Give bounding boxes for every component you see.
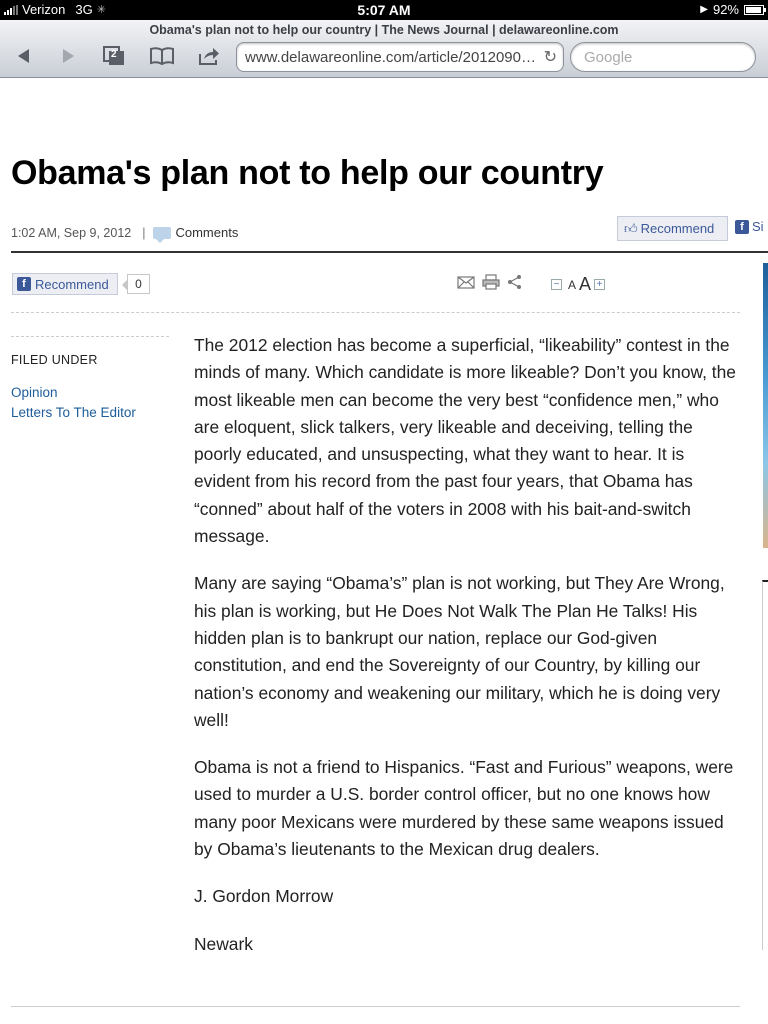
back-arrow-icon xyxy=(15,47,33,65)
decrease-font-icon[interactable]: − xyxy=(551,279,562,290)
author-location: Newark xyxy=(194,933,253,954)
browser-toolbar xyxy=(0,20,768,78)
category-link-letters[interactable]: Letters To The Editor xyxy=(11,405,136,420)
recommend-top-label: Recommend xyxy=(640,221,715,236)
play-icon: ▶ xyxy=(700,4,708,15)
bookmarks-button[interactable] xyxy=(148,44,176,68)
article-tools xyxy=(457,274,523,290)
page-title: Obama's plan not to help our country | The News Journal | delawareonline.com xyxy=(149,23,619,37)
footer-divider xyxy=(11,1006,740,1007)
article-paragraph: The 2012 election has become a superficial, “likeability” contest in the minds of many. Which candidate is more likeable? Don’t you know, the most likeable men can become the very best “confidence men,” who are eloquent, slick talkers, very likeable and deceiving, telling the poorly educated, and unsuspecting, what they want to hear. It is evident from his record from the past four years, that Obama has “conned” about half of the voters in 2008 with his bait-and-switch message. xyxy=(194,335,736,547)
facebook-icon: f xyxy=(735,220,749,234)
battery-icon xyxy=(744,5,764,15)
recommend-label: Recommend xyxy=(35,276,109,292)
tabs-button[interactable] xyxy=(101,44,127,68)
thumbs-up-icon: 👍︎ xyxy=(624,220,638,236)
status-time: 5:07 AM xyxy=(357,2,411,18)
category-link-opinion[interactable]: Opinion xyxy=(11,385,58,400)
address-bar[interactable] xyxy=(236,42,564,72)
recommend-button-top[interactable] xyxy=(617,216,728,241)
forward-arrow-icon xyxy=(59,47,77,65)
url-text: www.delawareonline.com/article/2012090… xyxy=(245,49,536,66)
search-placeholder: Google xyxy=(584,49,633,66)
author-name: J. Gordon Morrow xyxy=(194,886,334,907)
increase-font-icon[interactable]: + xyxy=(594,279,605,290)
font-small-label[interactable]: A xyxy=(568,277,577,292)
article-paragraph: Obama is not a friend to Hispanics. “Fast and Furious” weapons, were used to murder a U.S. border control officer, but no one knows how many poor Mexicans were murdered by these same weapons issued by Obama’s lieutenants to the Mexican drug dealers. xyxy=(194,757,734,860)
article-timestamp: 1:02 AM, Sep 9, 2012 xyxy=(11,225,132,240)
article-headline: Obama's plan not to help our country xyxy=(11,154,604,192)
forward-button[interactable] xyxy=(56,44,80,68)
network-label: 3G xyxy=(75,2,93,17)
facebook-icon: f xyxy=(17,277,31,291)
facebook-share-top[interactable] xyxy=(735,219,764,234)
search-input[interactable] xyxy=(570,42,756,72)
filed-under-sidebar xyxy=(11,336,169,425)
font-large-label[interactable]: A xyxy=(579,274,592,294)
side-ad-image[interactable] xyxy=(763,263,768,548)
share-button[interactable] xyxy=(196,44,222,68)
share-arrow-icon xyxy=(197,46,221,66)
side-ad-box xyxy=(762,580,768,950)
filed-under-heading: FILED UNDER xyxy=(11,353,98,367)
comments-link[interactable]: Comments xyxy=(175,225,239,240)
meta-separator: | xyxy=(142,225,146,240)
reload-icon[interactable]: ↻ xyxy=(543,49,557,66)
header-divider xyxy=(11,251,768,253)
status-bar xyxy=(0,0,768,20)
share-top-label: Si xyxy=(752,219,764,234)
print-icon[interactable] xyxy=(482,274,500,290)
battery-percent: 92% xyxy=(712,2,739,17)
share-icon[interactable] xyxy=(507,274,523,290)
tools-divider xyxy=(11,312,740,313)
sidebar-divider xyxy=(11,336,169,337)
activity-spinner-icon: ✳ xyxy=(96,4,106,16)
book-icon xyxy=(149,46,175,66)
email-icon[interactable] xyxy=(457,276,475,289)
back-button[interactable] xyxy=(12,44,36,68)
article-meta xyxy=(11,225,238,240)
comment-icon xyxy=(153,227,171,239)
article-paragraph: Many are saying “Obama’s” plan is not working, but They Are Wrong, his plan is working, but He Does Not Walk The Plan He Talks! His hidden plan is to bankrupt our nation, replace our God-given constitution, and end the Sovereignty of our Country, by killing our nation’s economy and weakening our military, which he is doing very well! xyxy=(194,573,725,730)
article-body xyxy=(194,332,742,978)
carrier-label: Verizon xyxy=(22,2,66,17)
recommend-count: 0 xyxy=(127,274,150,294)
tab-count: 2 xyxy=(111,49,117,60)
recommend-button[interactable] xyxy=(12,273,118,295)
font-size-controls xyxy=(551,274,605,295)
